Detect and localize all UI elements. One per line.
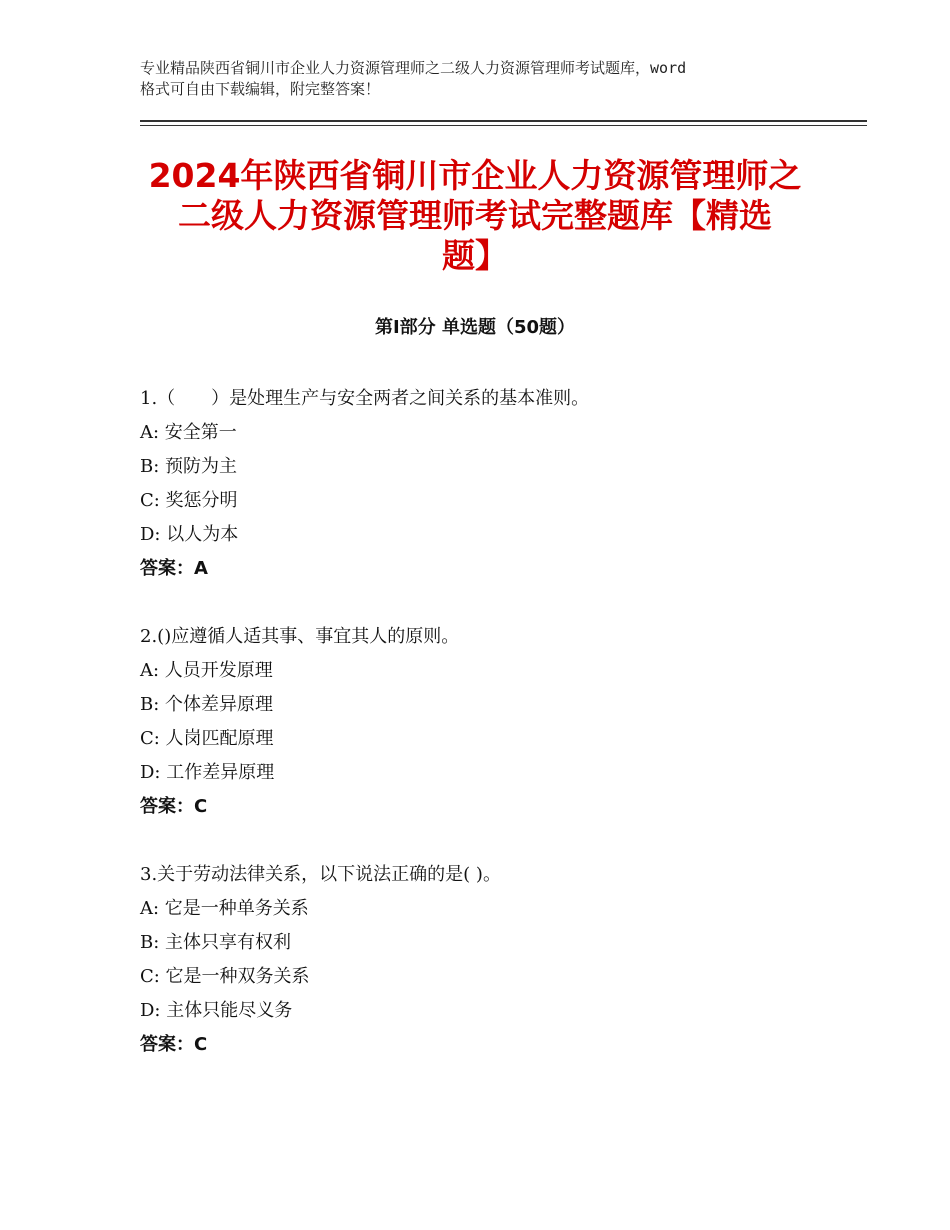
answer-value: C [194,1034,208,1055]
header-note [140,58,830,100]
document-title-line-3: 题】 [442,236,508,275]
answer-value: C [194,796,208,817]
option-a: A: 人员开发原理 [140,660,273,681]
option-c: C: 它是一种双务关系 [140,966,310,987]
option-c: C: 人岗匹配原理 [140,728,274,749]
answer-value: A [194,558,208,579]
option-c: C: 奖惩分明 [140,490,238,511]
answer-line [140,552,860,586]
question-stem: 3.关于劳动法律关系，以下说法正确的是( )。 [140,864,501,885]
answer-label: 答案： [140,1034,194,1055]
answer-line [140,790,860,824]
question-1 [140,382,860,586]
question-stem: 1.（ ）是处理生产与安全两者之间关系的基本准则。 [140,388,590,409]
answer-label: 答案： [140,796,194,817]
answer-line [140,1028,860,1062]
option-d: D: 主体只能尽义务 [140,1000,293,1021]
document-title [120,156,830,276]
option-b: B: 个体差异原理 [140,694,274,715]
question-2 [140,620,860,824]
option-b: B: 主体只享有权利 [140,932,292,953]
header-note-line-2: 格式可自由下载编辑，附完整答案！ [140,80,381,98]
document-title-line-2: 二级人力资源管理师考试完整题库【精选 [178,196,772,235]
option-a: A: 它是一种单务关系 [140,898,309,919]
answer-label: 答案： [140,558,194,579]
option-d: D: 以人为本 [140,524,239,545]
header-divider [140,120,867,126]
header-note-line-1: 专业精品陕西省铜川市企业人力资源管理师之二级人力资源管理师考试题库，word [140,59,687,77]
option-a: A: 安全第一 [140,422,237,443]
question-3 [140,858,860,1062]
document-title-line-1: 2024年陕西省铜川市企业人力资源管理师之 [148,156,802,195]
question-stem: 2.()应遵循人适其事、事宜其人的原则。 [140,626,460,647]
option-b: B: 预防为主 [140,456,238,477]
question-list [140,382,860,1096]
option-d: D: 工作差异原理 [140,762,275,783]
section-heading: 第Ⅰ部分 单选题（50题） [374,317,575,338]
